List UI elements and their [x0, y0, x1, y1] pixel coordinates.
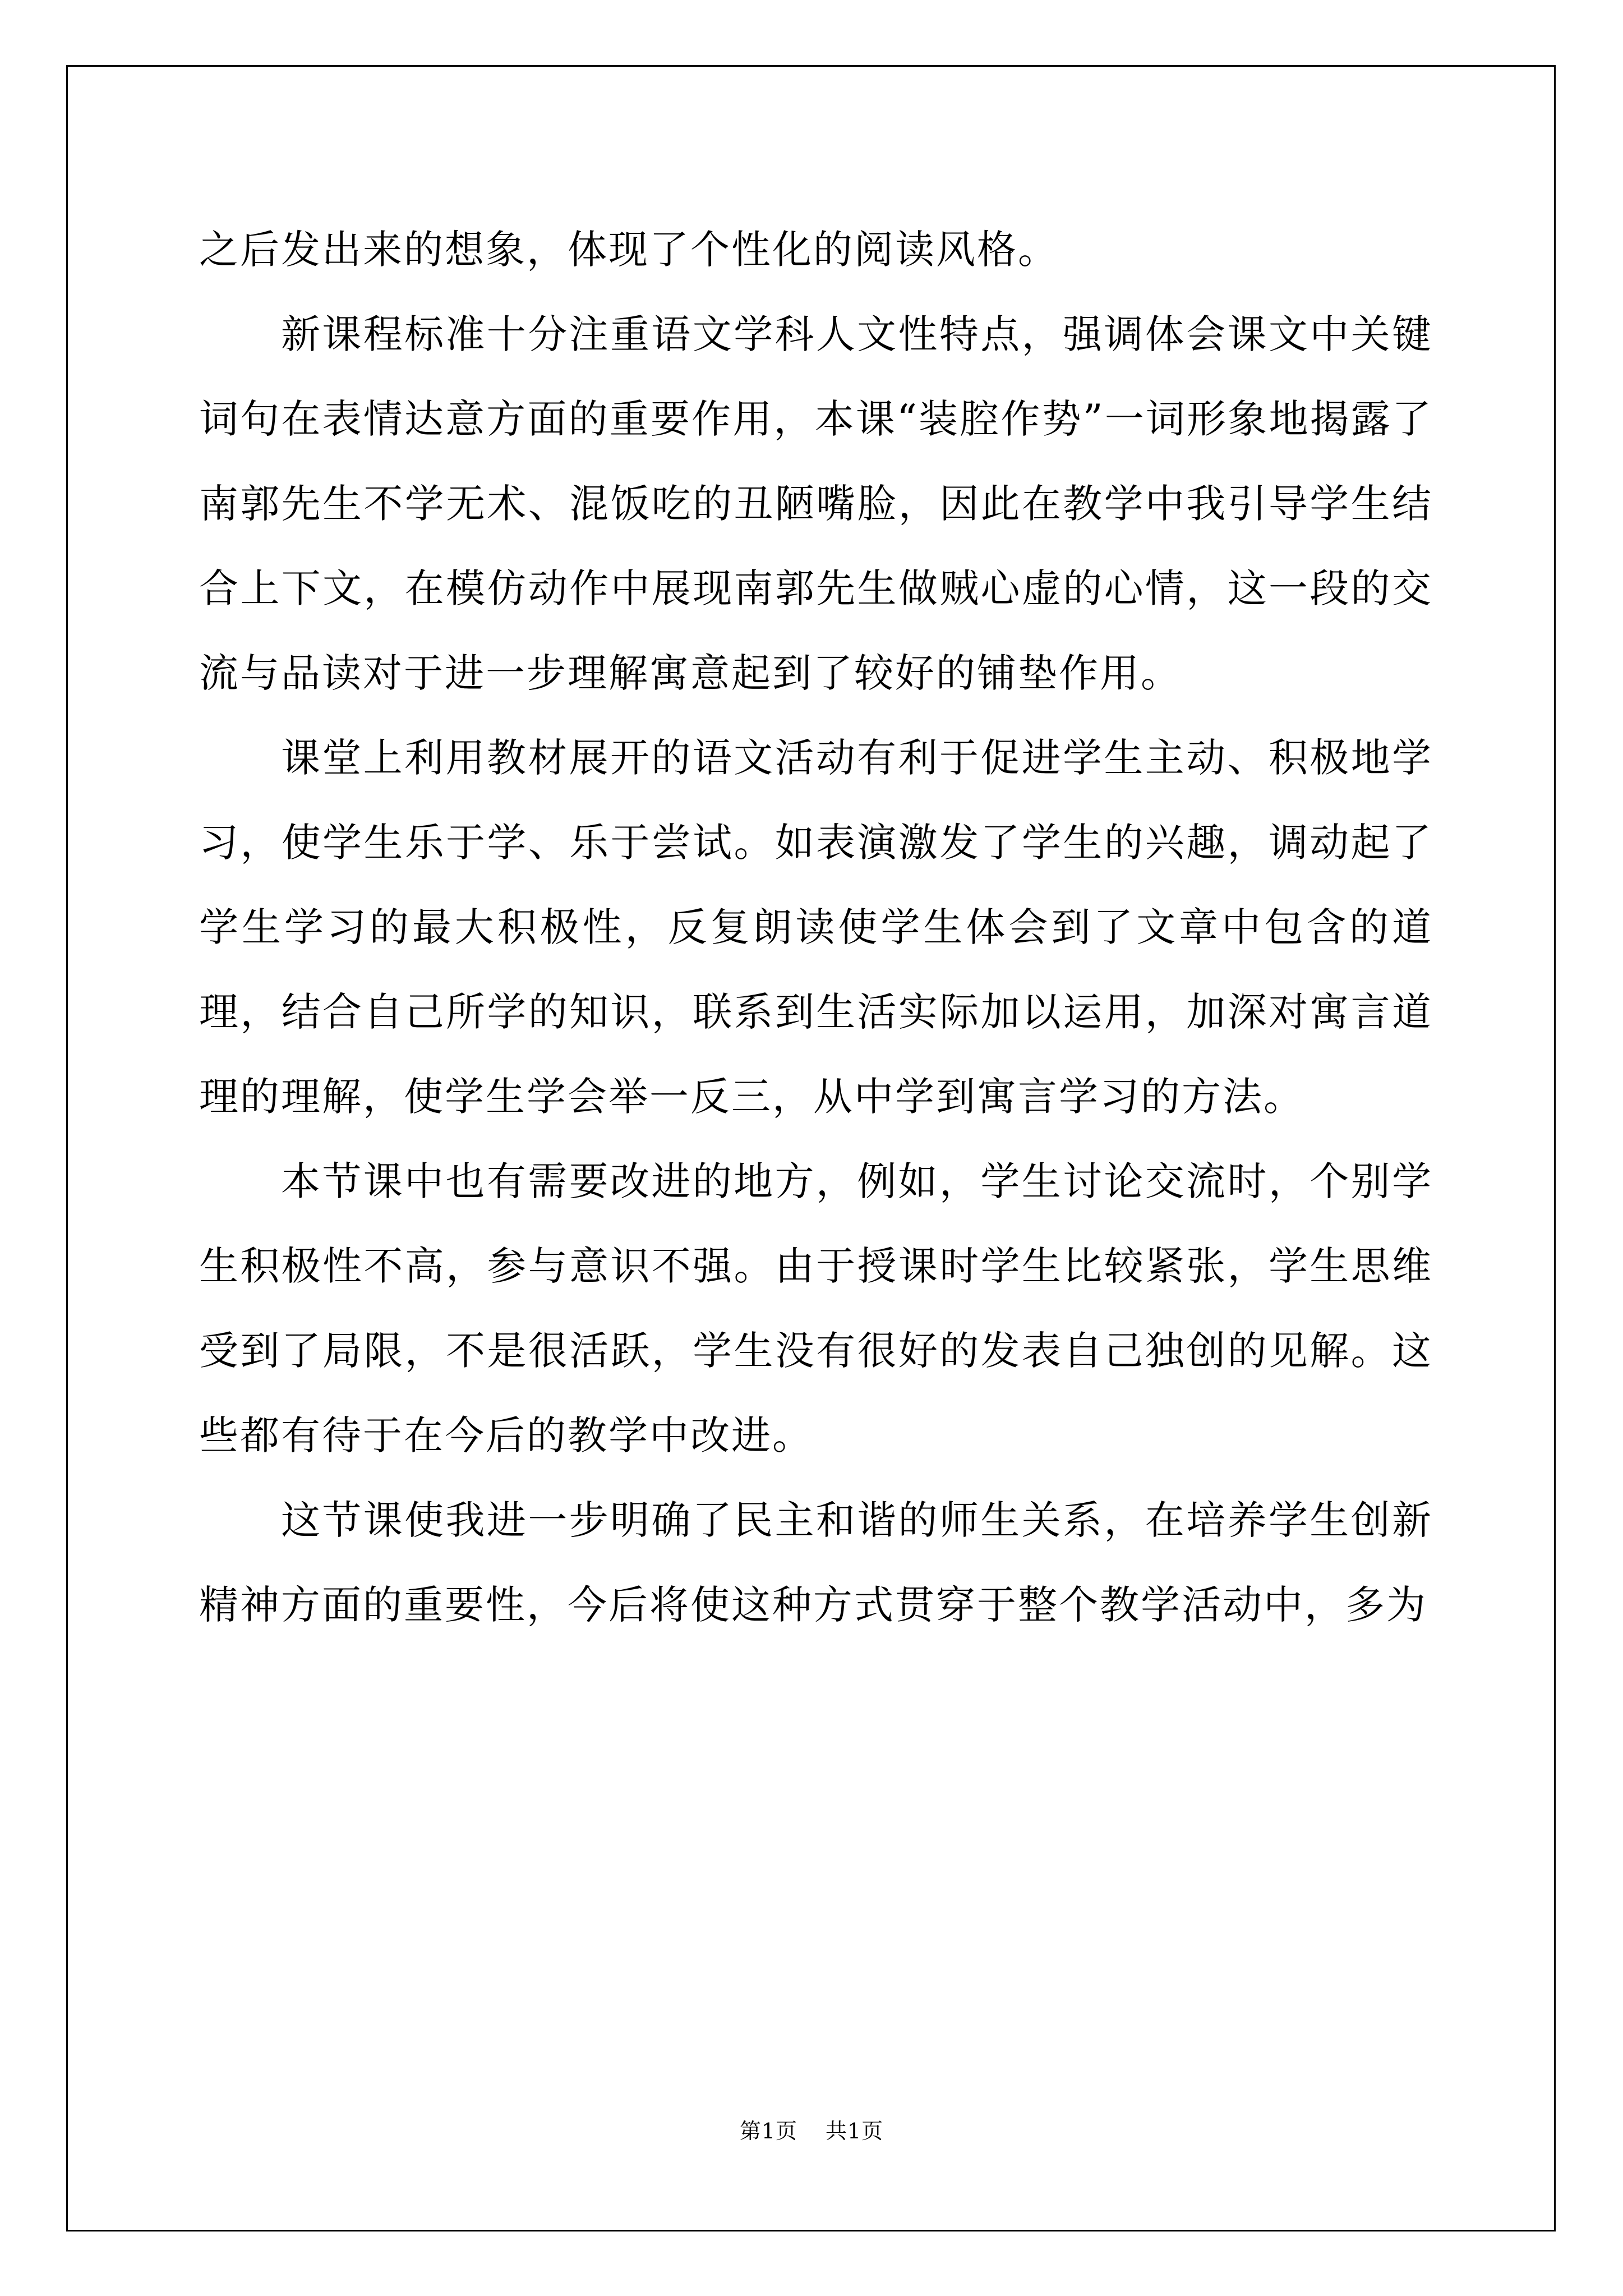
paragraph-continuation: 之后发出来的想象，体现了个性化的阅读风格。 — [199, 227, 1059, 273]
page-number: 第1页 — [739, 2119, 797, 2143]
paragraph-keywords: 新课程标准十分注重语文学科人文性特点，强调体会课文中关键词句在表情达意方面的重要作用，本课“装腔作势”一词形象地揭露了南郭先生不学无术、混饭吃的丑陋嘴脸，因此在教学中我引导学生结合上下文，在模仿动作中展现南郭先生做贼心虚的心情，这一段的交流与品读对于进一步理解寓意起到了较好的铺垫作用。 — [199, 311, 1433, 696]
paragraph-activities: 课堂上利用教材展开的语文活动有利于促进学生主动、积极地学习，使学生乐于学、乐于尝试。如表演激发了学生的兴趣，调动起了学生学习的最大积极性，反复朗读使学生体会到了文章中包含的道理，结合自己所学的知识，联系到生活实际加以运用，加深对寓言道理的理解，使学生学会举一反三，从中学到寓言学习的方法。 — [199, 735, 1433, 1120]
page-total: 共1页 — [826, 2119, 884, 2143]
paragraph-improvements: 本节课中也有需要改进的地方，例如，学生讨论交流时，个别学生积极性不高，参与意识不强。由于授课时学生比较紧张，学生思维受到了局限，不是很活跃，学生没有很好的发表自己独创的见解。这些都有待于在今后的教学中改进。 — [199, 1158, 1433, 1458]
paragraph-conclusion: 这节课使我进一步明确了民主和谐的师生关系，在培养学生创新精神方面的重要性，今后将使这种方式贯穿于整个教学活动中，多为 — [199, 1497, 1433, 1628]
document-body — [199, 208, 1433, 1648]
page-footer — [0, 2114, 1623, 2145]
